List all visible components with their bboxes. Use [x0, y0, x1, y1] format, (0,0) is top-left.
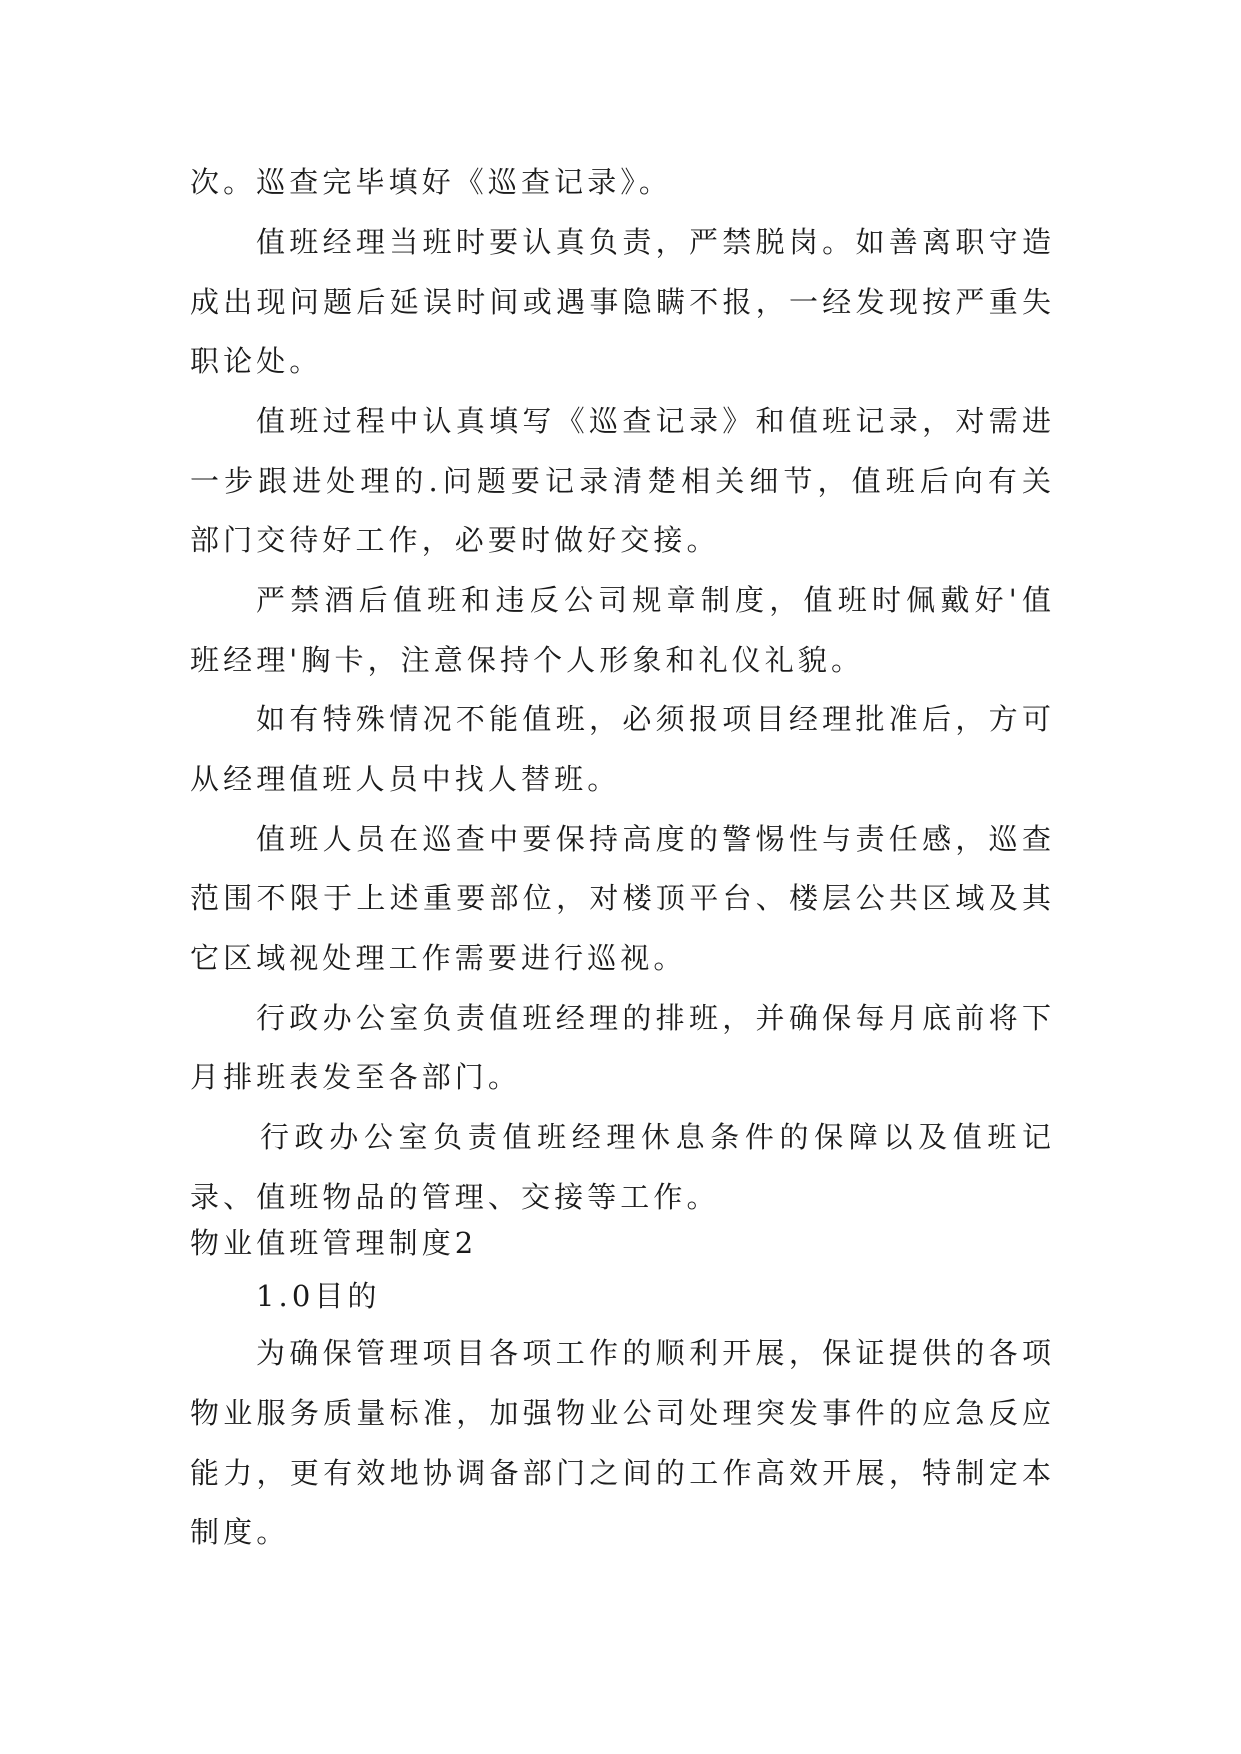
paragraph-line: 为确保管理项目各项工作的顺利开展，保证提供的各项 [256, 1336, 1051, 1370]
section-heading: 物业值班管理制度2 [190, 1226, 478, 1260]
section-subheading: 1.0目的 [256, 1279, 381, 1313]
paragraph-line: 行政办公室负责值班经理的排班，并确保每月底前将下 [256, 1001, 1051, 1035]
paragraph-line: 班经理'胸卡，注意保持个人形象和礼仪礼貌。 [190, 643, 865, 677]
paragraph-line: 一步跟进处理的.问题要记录清楚相关细节，值班后向有关 [190, 464, 1051, 498]
paragraph-line: 行政办公室负责值班经理休息条件的保障以及值班记 [260, 1120, 1051, 1154]
paragraph-line: 值班人员在巡查中要保持高度的警惕性与责任感，巡查 [256, 822, 1051, 856]
paragraph-line: 录、值班物品的管理、交接等工作。 [190, 1180, 720, 1214]
paragraph-line: 值班过程中认真填写《巡查记录》和值班记录，对需进 [256, 404, 1051, 438]
paragraph-line: 它区域视处理工作需要进行巡视。 [190, 941, 687, 975]
paragraph-line: 如有特殊情况不能值班，必须报项目经理批准后，方可 [256, 702, 1051, 736]
paragraph-line: 范围不限于上述重要部位，对楼顶平台、楼层公共区域及其 [190, 881, 1051, 915]
paragraph-line: 从经理值班人员中找人替班。 [190, 762, 621, 796]
paragraph-line: 严禁酒后值班和违反公司规章制度，值班时佩戴好'值 [256, 583, 1051, 617]
paragraph-line: 成出现问题后延误时间或遇事隐瞒不报，一经发现按严重失 [190, 285, 1051, 319]
paragraph-line: 部门交待好工作，必要时做好交接。 [190, 523, 720, 557]
paragraph-line: 值班经理当班时要认真负责，严禁脱岗。如善离职守造 [256, 225, 1051, 259]
paragraph-line: 物业服务质量标准，加强物业公司处理突发事件的应急反应 [190, 1396, 1051, 1430]
paragraph-line: 月排班表发至各部门。 [190, 1060, 522, 1094]
paragraph-line: 职论处。 [190, 344, 323, 378]
paragraph-line: 制度。 [190, 1515, 290, 1549]
paragraph-line: 次。巡查完毕填好《巡查记录》。 [190, 165, 673, 199]
paragraph-line: 能力，更有效地协调备部门之间的工作高效开展，特制定本 [190, 1456, 1051, 1490]
